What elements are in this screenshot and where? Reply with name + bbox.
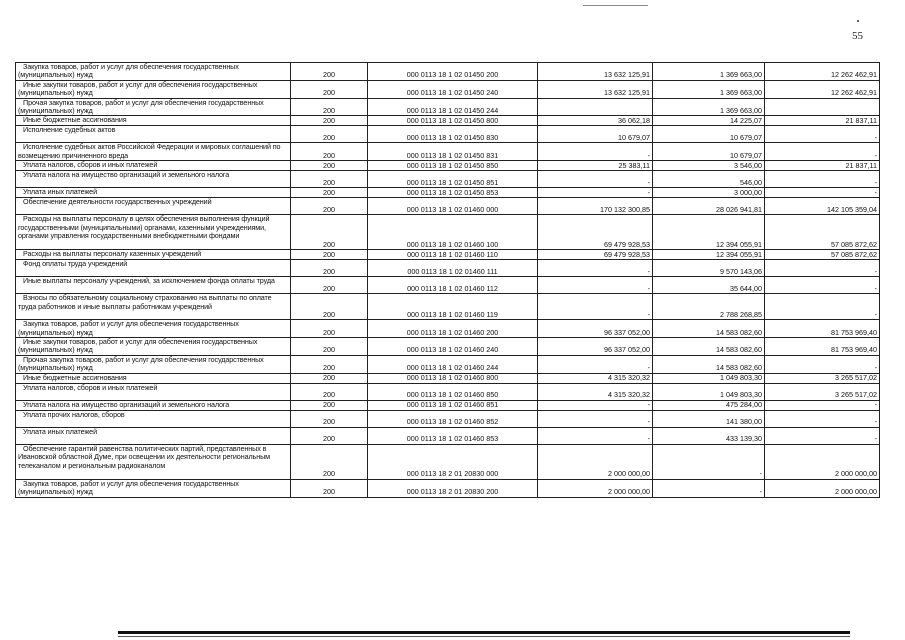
row-name: Закупка товаров, работ и услуг для обеспечения государственных (муниципальных) нужд xyxy=(16,63,291,81)
table-row xyxy=(16,171,880,188)
row-unexecuted-amount: 12 262 462,91 xyxy=(765,63,880,81)
row-name: Уплата налога на имущество организаций и земельного налога xyxy=(16,400,291,410)
row-budget-code: 000 0113 18 1 02 01460 110 xyxy=(368,250,538,260)
row-unexecuted-amount: 142 105 359,04 xyxy=(765,198,880,215)
row-executed-amount: 10 679,07 xyxy=(653,143,765,161)
row-approved-amount: 25 383,11 xyxy=(538,161,653,171)
row-unexecuted-amount: 81 753 969,40 xyxy=(765,338,880,356)
row-approved-amount: - xyxy=(538,400,653,410)
row-unexecuted-amount: 81 753 969,40 xyxy=(765,320,880,338)
row-line-code: 200 xyxy=(291,479,368,497)
row-name: Уплата иных платежей xyxy=(16,188,291,198)
row-unexecuted-amount: - xyxy=(765,294,880,320)
row-name: Фонд оплаты труда учреждений xyxy=(16,260,291,277)
row-approved-amount: 4 315 320,32 xyxy=(538,373,653,383)
row-executed-amount: 1 049 803,30 xyxy=(653,383,765,400)
row-budget-code: 000 0113 18 1 02 01460 853 xyxy=(368,427,538,444)
row-line-code: 200 xyxy=(291,215,368,250)
row-unexecuted-amount: - xyxy=(765,400,880,410)
row-name: Исполнение судебных актов xyxy=(16,126,291,143)
row-budget-code: 000 0113 18 1 02 01460 119 xyxy=(368,294,538,320)
row-approved-amount: 13 632 125,91 xyxy=(538,80,653,98)
row-unexecuted-amount xyxy=(765,98,880,116)
row-budget-code: 000 0113 18 1 02 01460 112 xyxy=(368,277,538,294)
table-row xyxy=(16,143,880,161)
row-unexecuted-amount: 12 262 462,91 xyxy=(765,80,880,98)
table-row xyxy=(16,355,880,373)
table-row xyxy=(16,63,880,81)
row-executed-amount: 12 394 055,91 xyxy=(653,215,765,250)
row-name: Иные бюджетные ассигнования xyxy=(16,373,291,383)
table-row xyxy=(16,410,880,427)
row-line-code: 200 xyxy=(291,116,368,126)
row-executed-amount: - xyxy=(653,444,765,479)
row-name: Прочая закупка товаров, работ и услуг для обеспечения государственных (муниципальных) нужд xyxy=(16,355,291,373)
row-line-code: 200 xyxy=(291,294,368,320)
row-executed-amount: 2 788 268,85 xyxy=(653,294,765,320)
row-approved-amount: - xyxy=(538,188,653,198)
table-row xyxy=(16,320,880,338)
row-approved-amount: 69 479 928,53 xyxy=(538,215,653,250)
row-approved-amount: 2 000 000,00 xyxy=(538,479,653,497)
row-unexecuted-amount: 57 085 872,62 xyxy=(765,250,880,260)
row-line-code: 200 xyxy=(291,63,368,81)
table-row xyxy=(16,188,880,198)
row-name: Расходы на выплаты персоналу казенных учреждений xyxy=(16,250,291,260)
row-budget-code: 000 0113 18 1 02 01460 852 xyxy=(368,410,538,427)
row-name: Прочая закупка товаров, работ и услуг для обеспечения государственных (муниципальных) нужд xyxy=(16,98,291,116)
row-approved-amount: 2 000 000,00 xyxy=(538,444,653,479)
row-budget-code: 000 0113 18 1 02 01450 851 xyxy=(368,171,538,188)
row-executed-amount: - xyxy=(653,479,765,497)
row-name: Иные закупки товаров, работ и услуг для обеспечения государственных (муниципальных) нужд xyxy=(16,80,291,98)
row-unexecuted-amount: - xyxy=(765,126,880,143)
row-unexecuted-amount: 2 000 000,00 xyxy=(765,479,880,497)
row-executed-amount: 10 679,07 xyxy=(653,126,765,143)
table-row xyxy=(16,250,880,260)
row-approved-amount: 36 062,18 xyxy=(538,116,653,126)
table-row xyxy=(16,338,880,356)
table-row xyxy=(16,373,880,383)
table-row xyxy=(16,444,880,479)
row-approved-amount: 96 337 052,00 xyxy=(538,338,653,356)
row-name: Уплата иных платежей xyxy=(16,427,291,444)
row-budget-code: 000 0113 18 1 02 01460 100 xyxy=(368,215,538,250)
row-approved-amount: 4 315 320,32 xyxy=(538,383,653,400)
row-approved-amount: 10 679,07 xyxy=(538,126,653,143)
row-line-code: 200 xyxy=(291,260,368,277)
row-budget-code: 000 0113 18 1 02 01460 200 xyxy=(368,320,538,338)
row-name: Исполнение судебных актов Российской Федерации и мировых соглашений по возмещению причиненного вреда xyxy=(16,143,291,161)
row-line-code: 200 xyxy=(291,410,368,427)
row-name: Взносы по обязательному социальному страхованию на выплаты по оплате труда работников и иные выплаты работникам учреждений xyxy=(16,294,291,320)
row-approved-amount: 69 479 928,53 xyxy=(538,250,653,260)
row-line-code: 200 xyxy=(291,143,368,161)
row-unexecuted-amount: 21 837,11 xyxy=(765,116,880,126)
row-name: Иные бюджетные ассигнования xyxy=(16,116,291,126)
table-row xyxy=(16,383,880,400)
row-executed-amount: 14 583 082,60 xyxy=(653,355,765,373)
row-approved-amount: 13 632 125,91 xyxy=(538,63,653,81)
row-executed-amount: 14 583 082,60 xyxy=(653,338,765,356)
scan-artifact-bottom-line xyxy=(118,636,850,637)
row-name: Уплата налогов, сборов и иных платежей xyxy=(16,383,291,400)
table-body xyxy=(16,63,880,498)
row-approved-amount: 96 337 052,00 xyxy=(538,320,653,338)
row-budget-code: 000 0113 18 1 02 01450 240 xyxy=(368,80,538,98)
row-approved-amount: - xyxy=(538,355,653,373)
row-unexecuted-amount: - xyxy=(765,277,880,294)
row-budget-code: 000 0113 18 1 02 01460 800 xyxy=(368,373,538,383)
row-budget-code: 000 0113 18 1 02 01450 853 xyxy=(368,188,538,198)
row-approved-amount: - xyxy=(538,410,653,427)
row-executed-amount: 12 394 055,91 xyxy=(653,250,765,260)
row-budget-code: 000 0113 18 1 02 01450 800 xyxy=(368,116,538,126)
budget-execution-table xyxy=(15,62,880,498)
row-line-code: 200 xyxy=(291,373,368,383)
row-name: Закупка товаров, работ и услуг для обеспечения государственных (муниципальных) нужд xyxy=(16,320,291,338)
row-name: Расходы на выплаты персоналу в целях обеспечения выполнения функций государственными (муниципальными) органами, казенными учреждениями, органами управления государственными внебюджетными фондами xyxy=(16,215,291,250)
row-executed-amount: 9 570 143,06 xyxy=(653,260,765,277)
row-line-code: 200 xyxy=(291,198,368,215)
row-approved-amount: - xyxy=(538,427,653,444)
row-name: Уплата налогов, сборов и иных платежей xyxy=(16,161,291,171)
row-line-code: 200 xyxy=(291,188,368,198)
row-unexecuted-amount: - xyxy=(765,410,880,427)
row-unexecuted-amount: 2 000 000,00 xyxy=(765,444,880,479)
row-budget-code: 000 0113 18 1 02 01450 850 xyxy=(368,161,538,171)
table-row xyxy=(16,98,880,116)
row-name: Иные закупки товаров, работ и услуг для обеспечения государственных (муниципальных) нужд xyxy=(16,338,291,356)
row-line-code: 200 xyxy=(291,126,368,143)
row-unexecuted-amount: - xyxy=(765,260,880,277)
table-row xyxy=(16,80,880,98)
row-executed-amount: 141 380,00 xyxy=(653,410,765,427)
row-unexecuted-amount: 3 265 517,02 xyxy=(765,373,880,383)
row-budget-code: 000 0113 18 1 02 01450 830 xyxy=(368,126,538,143)
row-budget-code: 000 0113 18 1 02 01460 850 xyxy=(368,383,538,400)
row-name: Уплата налога на имущество организаций и земельного налога xyxy=(16,171,291,188)
table-row xyxy=(16,198,880,215)
row-unexecuted-amount: - xyxy=(765,188,880,198)
table-row xyxy=(16,260,880,277)
row-line-code: 200 xyxy=(291,80,368,98)
row-executed-amount: 433 139,30 xyxy=(653,427,765,444)
scan-artifact-top-line xyxy=(583,5,648,6)
row-budget-code: 000 0113 18 1 02 01460 240 xyxy=(368,338,538,356)
row-executed-amount: 546,00 xyxy=(653,171,765,188)
row-budget-code: 000 0113 18 1 02 01450 831 xyxy=(368,143,538,161)
row-executed-amount: 1 369 663,00 xyxy=(653,98,765,116)
row-unexecuted-amount: - xyxy=(765,171,880,188)
row-approved-amount: - xyxy=(538,260,653,277)
row-line-code: 200 xyxy=(291,250,368,260)
row-line-code: 200 xyxy=(291,98,368,116)
row-unexecuted-amount: - xyxy=(765,355,880,373)
row-budget-code: 000 0113 18 1 02 01460 000 xyxy=(368,198,538,215)
row-unexecuted-amount: - xyxy=(765,143,880,161)
row-unexecuted-amount: - xyxy=(765,427,880,444)
table-row xyxy=(16,277,880,294)
row-approved-amount: - xyxy=(538,277,653,294)
row-line-code: 200 xyxy=(291,383,368,400)
row-approved-amount xyxy=(538,98,653,116)
row-executed-amount: 475 284,00 xyxy=(653,400,765,410)
table-row xyxy=(16,116,880,126)
row-line-code: 200 xyxy=(291,320,368,338)
row-executed-amount: 3 546,00 xyxy=(653,161,765,171)
row-executed-amount: 1 049 803,30 xyxy=(653,373,765,383)
row-budget-code: 000 0113 18 1 02 01460 244 xyxy=(368,355,538,373)
table-row xyxy=(16,427,880,444)
row-executed-amount: 14 225,07 xyxy=(653,116,765,126)
row-line-code: 200 xyxy=(291,400,368,410)
row-budget-code: 000 0113 18 1 02 01460 111 xyxy=(368,260,538,277)
row-unexecuted-amount: 57 085 872,62 xyxy=(765,215,880,250)
scan-artifact-bottom-bar xyxy=(118,631,850,634)
row-executed-amount: 28 026 941,81 xyxy=(653,198,765,215)
row-line-code: 200 xyxy=(291,161,368,171)
scan-artifact-dot xyxy=(857,20,859,22)
row-line-code: 200 xyxy=(291,444,368,479)
row-name: Обеспечение гарантий равенства политических партий, представленных в Ивановской областной Думе, при освещении их деятельности региональным телеканалом и региональным радиоканалом xyxy=(16,444,291,479)
row-approved-amount: - xyxy=(538,294,653,320)
row-executed-amount: 1 369 663,00 xyxy=(653,63,765,81)
row-approved-amount: 170 132 300,85 xyxy=(538,198,653,215)
page-number: 55 xyxy=(852,30,863,42)
row-budget-code: 000 0113 18 1 02 01450 244 xyxy=(368,98,538,116)
table-row xyxy=(16,479,880,497)
row-executed-amount: 35 644,00 xyxy=(653,277,765,294)
row-name: Закупка товаров, работ и услуг для обеспечения государственных (муниципальных) нужд xyxy=(16,479,291,497)
row-line-code: 200 xyxy=(291,277,368,294)
row-budget-code: 000 0113 18 2 01 20830 000 xyxy=(368,444,538,479)
row-name: Обеспечение деятельности государственных учреждений xyxy=(16,198,291,215)
row-unexecuted-amount: 3 265 517,02 xyxy=(765,383,880,400)
row-line-code: 200 xyxy=(291,171,368,188)
row-name: Иные выплаты персоналу учреждений, за исключением фонда оплаты труда xyxy=(16,277,291,294)
table-row xyxy=(16,126,880,143)
row-approved-amount: - xyxy=(538,143,653,161)
table-row xyxy=(16,294,880,320)
row-line-code: 200 xyxy=(291,355,368,373)
table-row xyxy=(16,161,880,171)
row-line-code: 200 xyxy=(291,427,368,444)
row-budget-code: 000 0113 18 2 01 20830 200 xyxy=(368,479,538,497)
row-executed-amount: 3 000,00 xyxy=(653,188,765,198)
row-approved-amount: - xyxy=(538,171,653,188)
row-budget-code: 000 0113 18 1 02 01450 200 xyxy=(368,63,538,81)
row-budget-code: 000 0113 18 1 02 01460 851 xyxy=(368,400,538,410)
row-name: Уплата прочих налогов, сборов xyxy=(16,410,291,427)
row-unexecuted-amount: 21 837,11 xyxy=(765,161,880,171)
row-executed-amount: 1 369 663,00 xyxy=(653,80,765,98)
table-row xyxy=(16,400,880,410)
row-executed-amount: 14 583 082,60 xyxy=(653,320,765,338)
table-row xyxy=(16,215,880,250)
row-line-code: 200 xyxy=(291,338,368,356)
